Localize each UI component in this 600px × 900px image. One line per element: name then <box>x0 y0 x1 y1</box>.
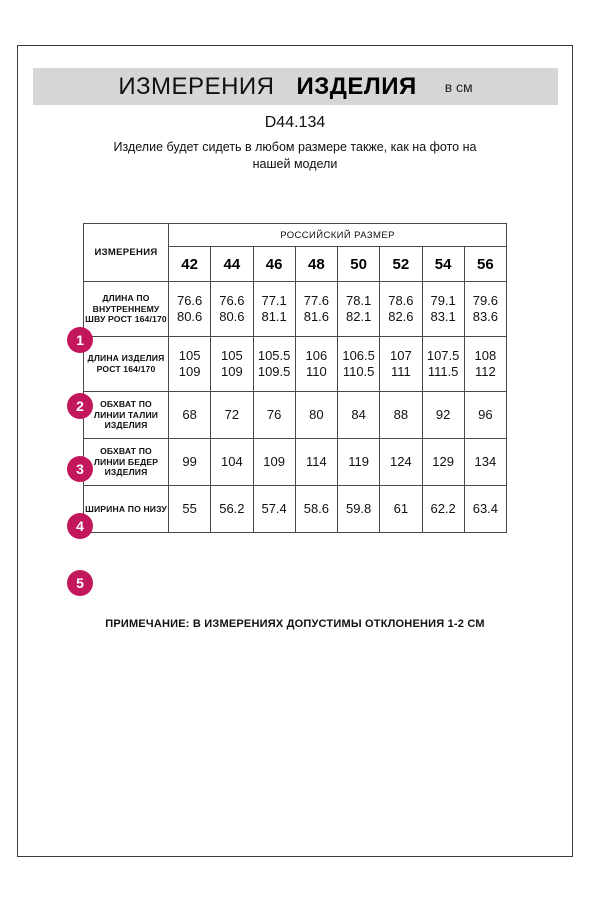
row-label-waist-circumference: ОБХВАТ ПО ЛИНИИ ТАЛИИ ИЗДЕЛИЯ <box>84 392 169 439</box>
cell-r4-c46: 109 <box>253 439 295 486</box>
cell-r3-c56: 96 <box>464 392 506 439</box>
size-header-54: 54 <box>422 247 464 282</box>
product-code: D44.134 <box>264 114 326 131</box>
cell-r2-c44: 105 109 <box>211 337 253 392</box>
deviation-note: ПРИМЕЧАНИЕ: В ИЗМЕРЕНИЯХ ДОПУСТИМЫ ОТКЛОНЕНИЯ 1-2 СМ <box>105 618 485 630</box>
cell-r4-c54: 129 <box>422 439 464 486</box>
title-band <box>33 68 558 105</box>
cell-r3-c42: 68 <box>169 392 211 439</box>
cell-r4-c50: 119 <box>338 439 380 486</box>
table-group-header-row <box>84 224 507 247</box>
cell-r2-c54: 107.5 111.5 <box>422 337 464 392</box>
cell-r1-c44: 76.6 80.6 <box>211 282 253 337</box>
cell-r5-c56: 63.4 <box>464 486 506 533</box>
row-label-hip-circumference: ОБХВАТ ПО ЛИНИИ БЕДЕР ИЗДЕЛИЯ <box>84 439 169 486</box>
title-units: в см <box>444 78 473 95</box>
size-header-52: 52 <box>380 247 422 282</box>
table-row <box>84 282 507 337</box>
size-header-48: 48 <box>295 247 337 282</box>
cell-r5-c48: 58.6 <box>295 486 337 533</box>
cell-r1-c56: 79.6 83.6 <box>464 282 506 337</box>
cell-r5-c42: 55 <box>169 486 211 533</box>
table-body <box>84 282 507 533</box>
size-header-50: 50 <box>338 247 380 282</box>
cell-r5-c52: 61 <box>380 486 422 533</box>
cell-r4-c42: 99 <box>169 439 211 486</box>
cell-r1-c46: 77.1 81.1 <box>253 282 295 337</box>
cell-r3-c54: 92 <box>422 392 464 439</box>
table-row <box>84 486 507 533</box>
row-label-bottom-width: ШИРИНА ПО НИЗУ <box>84 486 169 533</box>
cell-r4-c52: 124 <box>380 439 422 486</box>
row-badge-3: 3 <box>67 456 93 482</box>
row-badge-5: 5 <box>67 570 93 596</box>
cell-r4-c48: 114 <box>295 439 337 486</box>
cell-r2-c50: 106.5 110.5 <box>338 337 380 392</box>
cell-r3-c48: 80 <box>295 392 337 439</box>
cell-r3-c46: 76 <box>253 392 295 439</box>
cell-r2-c48: 106 110 <box>295 337 337 392</box>
row-label-inseam-length: ДЛИНА ПО ВНУТРЕННЕМУ ШВУ РОСТ 164/170 <box>84 282 169 337</box>
size-header-44: 44 <box>211 247 253 282</box>
cell-r2-c46: 105.5 109.5 <box>253 337 295 392</box>
cell-r1-c48: 77.6 81.6 <box>295 282 337 337</box>
size-header-56: 56 <box>464 247 506 282</box>
cell-r3-c50: 84 <box>338 392 380 439</box>
title-product: ИЗДЕЛИЯ <box>296 72 417 100</box>
title-measurements: ИЗМЕРЕНИЯ <box>118 72 275 100</box>
cell-r2-c56: 108 112 <box>464 337 506 392</box>
cell-r5-c50: 59.8 <box>338 486 380 533</box>
row-badge-4: 4 <box>67 513 93 539</box>
page-frame <box>17 45 573 857</box>
cell-r4-c44: 104 <box>211 439 253 486</box>
cell-r2-c42: 105 109 <box>169 337 211 392</box>
cell-r1-c54: 79.1 83.1 <box>422 282 464 337</box>
table-row <box>84 337 507 392</box>
cell-r4-c56: 134 <box>464 439 506 486</box>
size-header-46: 46 <box>253 247 295 282</box>
cell-r5-c44: 56.2 <box>211 486 253 533</box>
cell-r3-c44: 72 <box>211 392 253 439</box>
size-table-wrap <box>83 223 506 533</box>
product-description: Изделие будет сидеть в любом размере также, как на фото на нашей модели <box>113 140 477 171</box>
cell-r2-c52: 107 111 <box>380 337 422 392</box>
cell-r1-c52: 78.6 82.6 <box>380 282 422 337</box>
size-table <box>83 223 507 533</box>
cell-r5-c46: 57.4 <box>253 486 295 533</box>
russian-size-group-header: РОССИЙСКИЙ РАЗМЕР <box>169 224 507 247</box>
cell-r1-c42: 76.6 80.6 <box>169 282 211 337</box>
size-header-42: 42 <box>169 247 211 282</box>
row-badge-1: 1 <box>67 327 93 353</box>
row-badge-2: 2 <box>67 393 93 419</box>
cell-r3-c52: 88 <box>380 392 422 439</box>
table-head <box>84 224 507 282</box>
cell-r1-c50: 78.1 82.1 <box>338 282 380 337</box>
table-row <box>84 392 507 439</box>
cell-r5-c54: 62.2 <box>422 486 464 533</box>
measurements-column-header: ИЗМЕРЕНИЯ <box>84 224 169 282</box>
row-label-product-length: ДЛИНА ИЗДЕЛИЯ РОСТ 164/170 <box>84 337 169 392</box>
table-row <box>84 439 507 486</box>
